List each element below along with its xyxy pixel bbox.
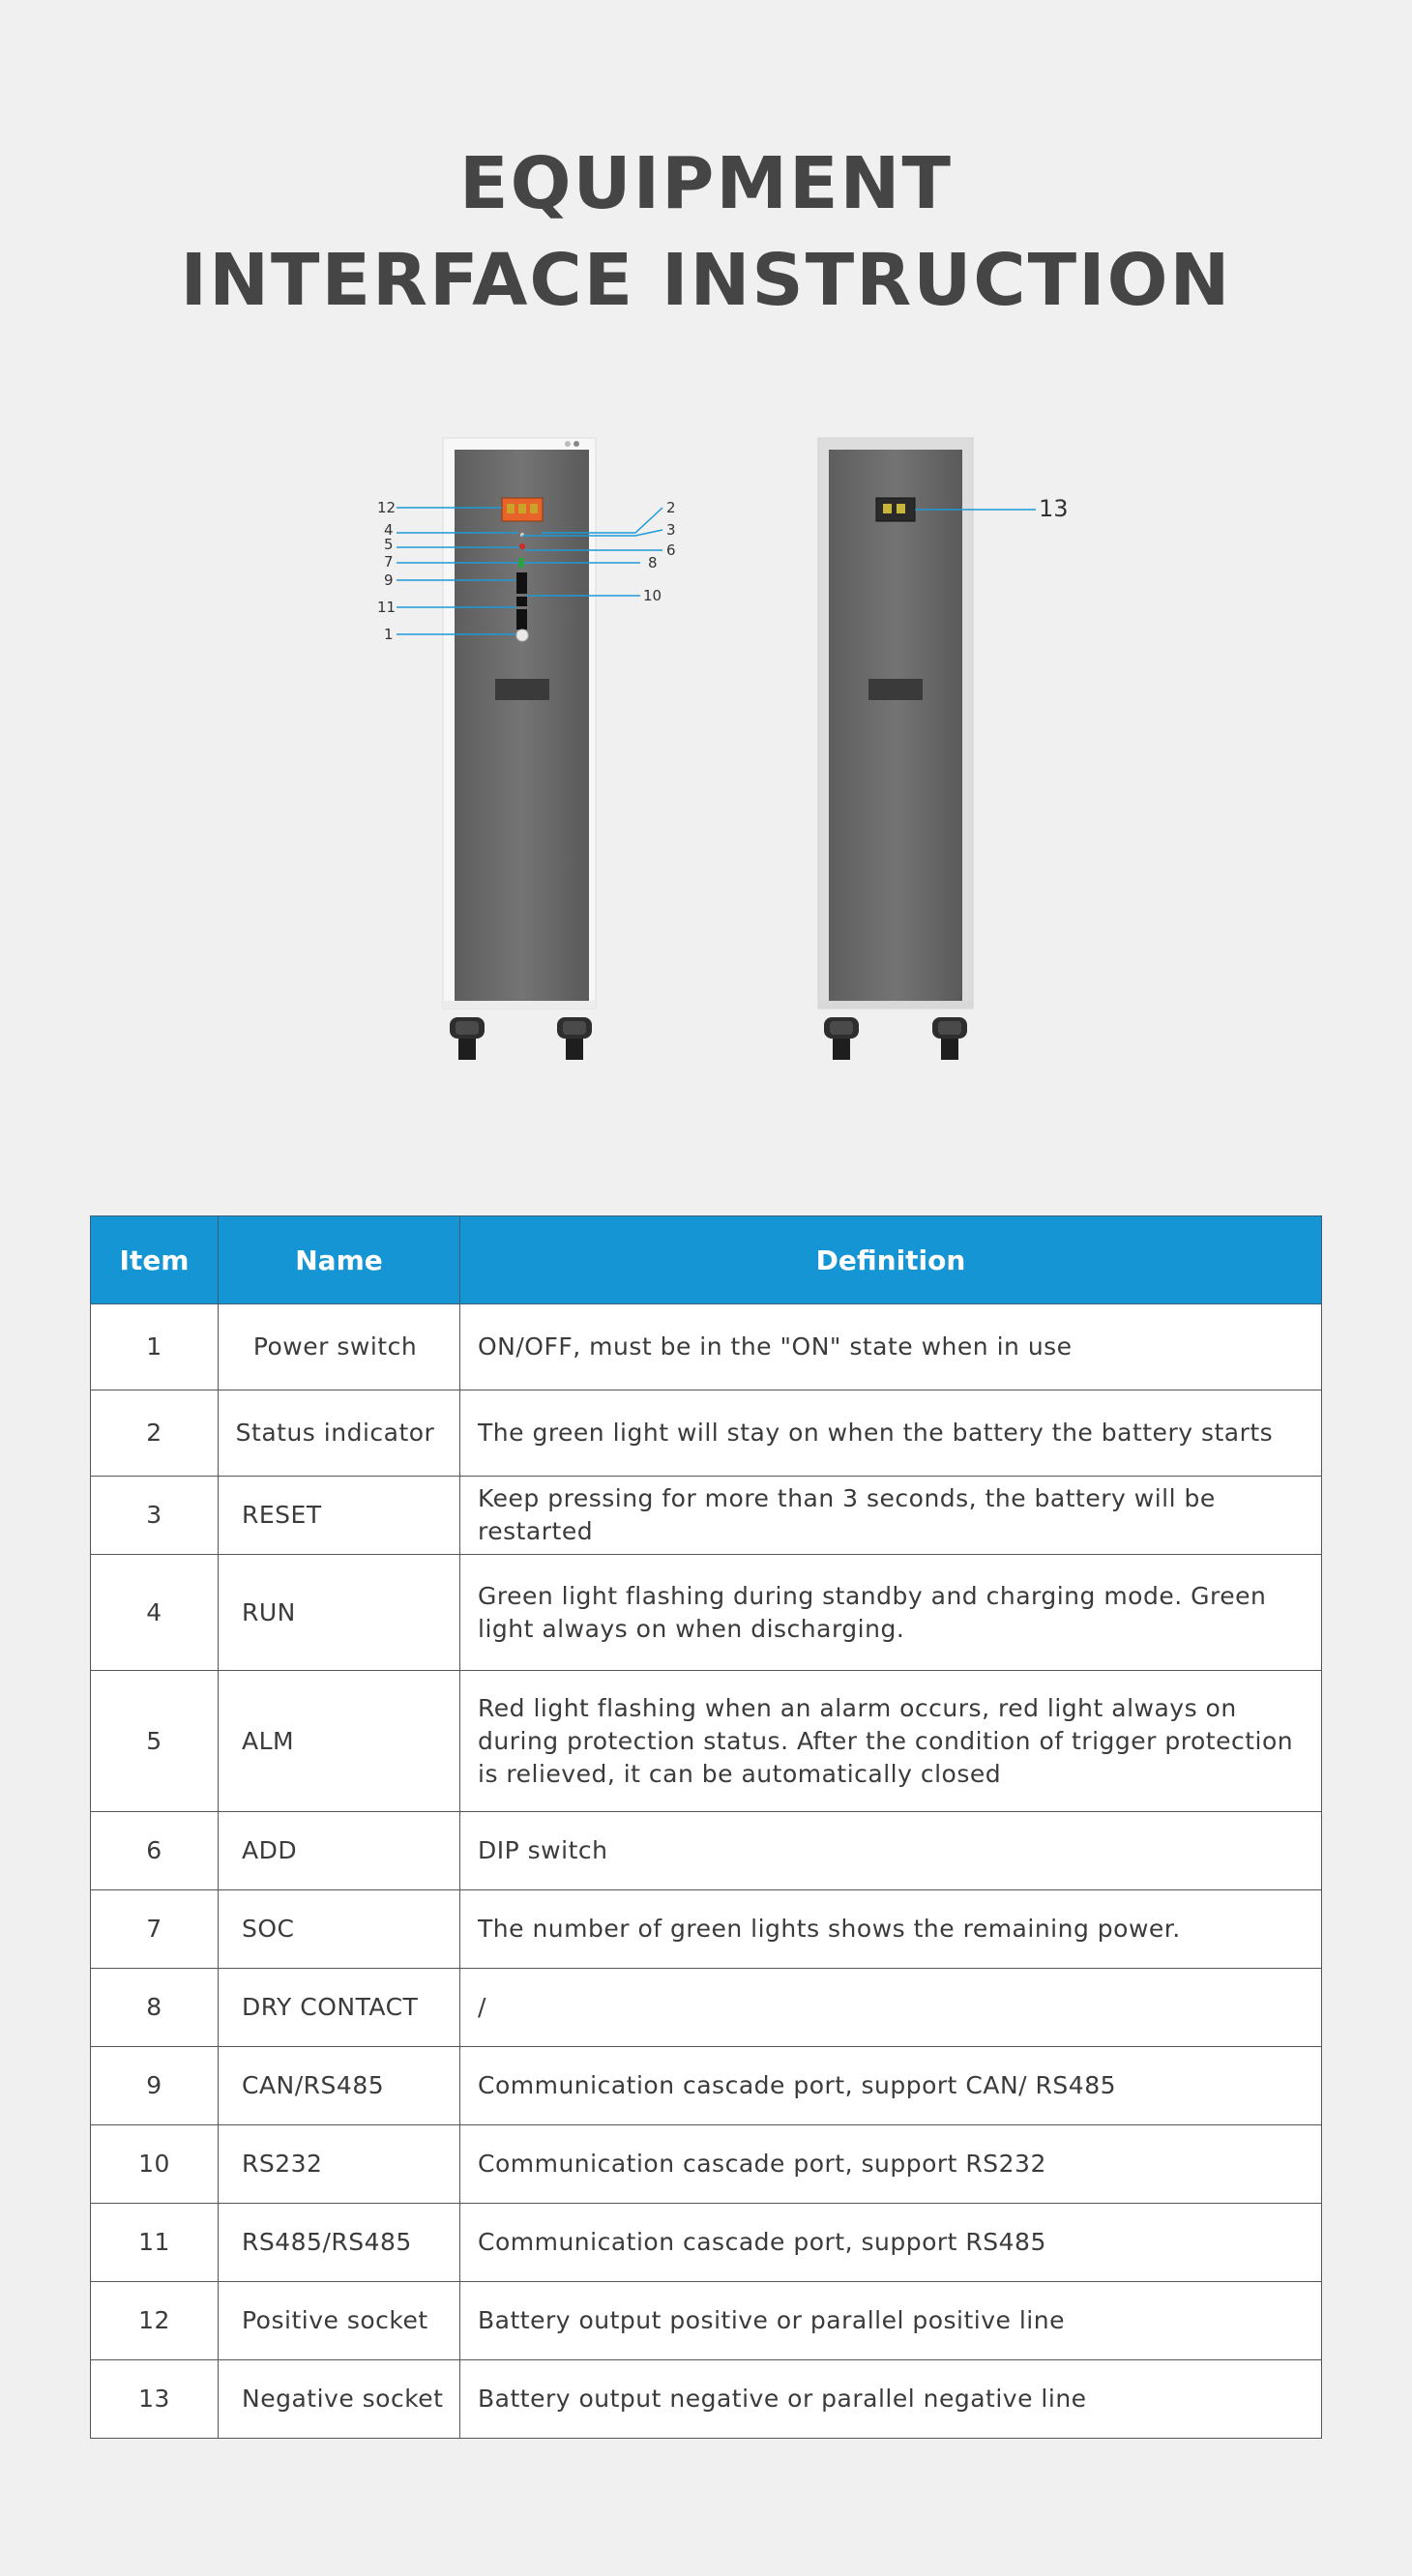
table-row [91, 2125, 1322, 2204]
power-switch [516, 629, 528, 641]
interface-table [90, 1215, 1322, 2439]
negative-terminal-pin [897, 504, 905, 513]
row-definition: The number of green lights shows the remaining power. [460, 1890, 1322, 1969]
back-wheel-left [824, 1017, 859, 1060]
row-item: 6 [91, 1812, 219, 1890]
row-name: RESET [219, 1477, 460, 1555]
soc-led-bar [518, 558, 524, 568]
header-name: Name [219, 1216, 460, 1304]
page-title-line-1: EQUIPMENT [459, 142, 953, 225]
row-definition: Keep pressing for more than 3 seconds, the battery will be restarted [460, 1477, 1322, 1555]
header-definition: Definition [460, 1216, 1322, 1304]
alarm-led [519, 543, 525, 549]
row-item: 3 [91, 1477, 219, 1555]
page-title [0, 135, 1412, 329]
equipment-diagram [0, 416, 1412, 1093]
row-item: 11 [91, 2204, 219, 2282]
row-name: DRY CONTACT [219, 1969, 460, 2047]
table-row [91, 1304, 1322, 1390]
row-name: SOC [219, 1890, 460, 1969]
row-item: 12 [91, 2282, 219, 2360]
row-definition: Battery output positive or parallel positive line [460, 2282, 1322, 2360]
rs485-port [516, 609, 527, 629]
positive-terminal-pin [530, 504, 538, 513]
callout-label-11: 11 [377, 599, 397, 616]
front-top-dot [565, 441, 571, 447]
row-item: 4 [91, 1555, 219, 1671]
table-row [91, 1555, 1322, 1671]
table-row [91, 2282, 1322, 2360]
row-name: Positive socket [219, 2282, 460, 2360]
row-definition: Red light flashing when an alarm occurs, red light always on during protection status. After the condition of trigger protection is relieved, it can be automatically closed [460, 1671, 1322, 1812]
row-name: RS485/RS485 [219, 2204, 460, 2282]
row-definition: Battery output negative or parallel negative line [460, 2360, 1322, 2439]
page-title-line-2: INTERFACE INSTRUCTION [180, 239, 1232, 322]
row-name: Power switch [219, 1304, 460, 1390]
row-item: 1 [91, 1304, 219, 1390]
row-definition: Green light flashing during standby and charging mode. Green light always on when discharging. [460, 1555, 1322, 1671]
positive-terminal-pin [518, 504, 526, 513]
row-item: 2 [91, 1390, 219, 1477]
front-top-dot [574, 441, 579, 447]
positive-terminal-pin [507, 504, 515, 513]
back-cabinet [818, 438, 973, 1060]
callout-label-6: 6 [666, 542, 676, 559]
callout-label-10: 10 [643, 587, 662, 604]
front-base-strip [443, 1001, 596, 1009]
row-item: 7 [91, 1890, 219, 1969]
table-row [91, 2360, 1322, 2439]
callout-label-1: 1 [384, 626, 394, 643]
row-name: ALM [219, 1671, 460, 1812]
table-row [91, 1812, 1322, 1890]
callout-label-7: 7 [384, 553, 394, 571]
row-item: 5 [91, 1671, 219, 1812]
callout-label-12: 12 [377, 499, 397, 516]
row-name: RS232 [219, 2125, 460, 2204]
front-wheel-right [557, 1017, 592, 1060]
row-definition: Communication cascade port, support CAN/ RS485 [460, 2047, 1322, 2125]
callout-label-5: 5 [384, 536, 394, 553]
table-row [91, 1390, 1322, 1477]
row-definition: DIP switch [460, 1812, 1322, 1890]
table-header-row [91, 1216, 1322, 1304]
row-definition: The green light will stay on when the battery the battery starts [460, 1390, 1322, 1477]
callout-label-4: 4 [384, 521, 394, 539]
table-row [91, 2047, 1322, 2125]
row-definition: Communication cascade port, support RS485 [460, 2204, 1322, 2282]
callout-label-13: 13 [1039, 495, 1069, 522]
table-row [91, 1890, 1322, 1969]
front-handle [495, 679, 549, 700]
header-item: Item [91, 1216, 219, 1304]
row-name: RUN [219, 1555, 460, 1671]
rs232-port [516, 597, 527, 606]
row-item: 9 [91, 2047, 219, 2125]
row-name: Status indicator [219, 1390, 460, 1477]
back-wheel-right [932, 1017, 967, 1060]
row-name: Negative socket [219, 2360, 460, 2439]
table-row [91, 2204, 1322, 2282]
row-item: 13 [91, 2360, 219, 2439]
callout-label-3: 3 [666, 521, 676, 539]
row-item: 10 [91, 2125, 219, 2204]
table-row [91, 1477, 1322, 1555]
front-wheel-left [450, 1017, 485, 1060]
can-rs485-port [516, 572, 527, 594]
callout-label-2: 2 [666, 499, 676, 516]
back-handle [868, 679, 923, 700]
negative-terminal [876, 498, 915, 521]
row-name: CAN/RS485 [219, 2047, 460, 2125]
front-cabinet [443, 438, 596, 1060]
callout-label-9: 9 [384, 571, 394, 589]
row-definition: Communication cascade port, support RS232 [460, 2125, 1322, 2204]
back-cabinet-panel [829, 450, 962, 1001]
table-row [91, 1969, 1322, 2047]
row-definition: ON/OFF, must be in the "ON" state when in use [460, 1304, 1322, 1390]
row-name: ADD [219, 1812, 460, 1890]
callout-label-8: 8 [648, 554, 658, 571]
row-definition: / [460, 1969, 1322, 2047]
row-item: 8 [91, 1969, 219, 2047]
back-base-strip [818, 1001, 973, 1009]
negative-terminal-pin [883, 504, 892, 513]
table-row [91, 1671, 1322, 1812]
